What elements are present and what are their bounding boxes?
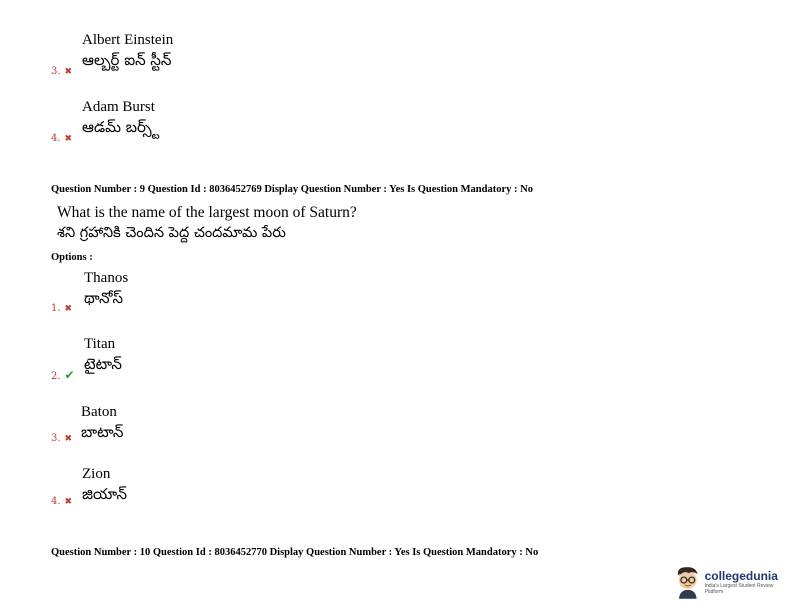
student-mascot-icon — [674, 565, 702, 599]
q9-option-1-telugu: థానోస్ — [84, 289, 124, 307]
correct-check-icon: ✔ — [64, 368, 75, 382]
wrong-icon: ✖ — [64, 304, 73, 314]
q9-option-3-marker — [51, 433, 72, 444]
options-label: Options : — [51, 252, 93, 263]
wrong-icon: ✖ — [64, 134, 73, 144]
prev-option-4-telugu: ఆడమ్ బర్స్ట్ — [82, 118, 160, 136]
question-9-text-english: What is the name of the largest moon of Saturn? — [57, 204, 357, 221]
prev-option-4-marker — [51, 133, 72, 144]
option-number: 4. — [51, 133, 61, 144]
prev-option-3-telugu: ఆల్బర్ట్ ఐన్ స్టీన్ — [82, 51, 172, 69]
collegedunia-logo[interactable] — [674, 565, 792, 599]
wrong-icon: ✖ — [64, 67, 73, 77]
q9-option-3-telugu: బాటాన్ — [81, 423, 124, 441]
question-10-meta: Question Number : 10 Question Id : 8036452770 Display Question Number : Yes Is Question Mandatory : No — [51, 547, 539, 558]
q9-option-4-telugu: జియాన్ — [82, 485, 128, 503]
wrong-icon: ✖ — [64, 497, 73, 507]
q9-option-4-english: Zion — [82, 466, 111, 482]
logo-name: collegedunia — [704, 568, 778, 583]
option-number: 3. — [51, 66, 61, 77]
option-number: 1. — [51, 303, 61, 314]
option-number: 4. — [51, 496, 61, 507]
wrong-icon: ✖ — [64, 434, 73, 444]
prev-option-3-english: Albert Einstein — [82, 32, 174, 48]
option-number: 2. — [51, 371, 61, 382]
q9-option-2-telugu: టైటాన్ — [84, 355, 122, 373]
prev-option-4-english: Adam Burst — [82, 99, 155, 115]
question-9-meta: Question Number : 9 Question Id : 8036452769 Display Question Number : Yes Is Question Mandatory : No — [51, 184, 533, 195]
q9-option-3-english: Baton — [81, 404, 117, 420]
q9-option-1-marker — [51, 303, 72, 314]
prev-option-3-marker — [51, 66, 72, 77]
question-9-text-telugu: శని గ్రహానికి చెందిన పెద్ద చందమామ పేరు — [57, 225, 286, 241]
logo-tagline: India's Largest Student Review Platform — [704, 582, 774, 595]
q9-option-1-english: Thanos — [84, 270, 129, 286]
q9-option-4-marker — [51, 496, 72, 507]
q9-option-2-english: Titan — [84, 336, 116, 352]
option-number: 3. — [51, 433, 61, 444]
q9-option-2-marker — [51, 368, 75, 382]
